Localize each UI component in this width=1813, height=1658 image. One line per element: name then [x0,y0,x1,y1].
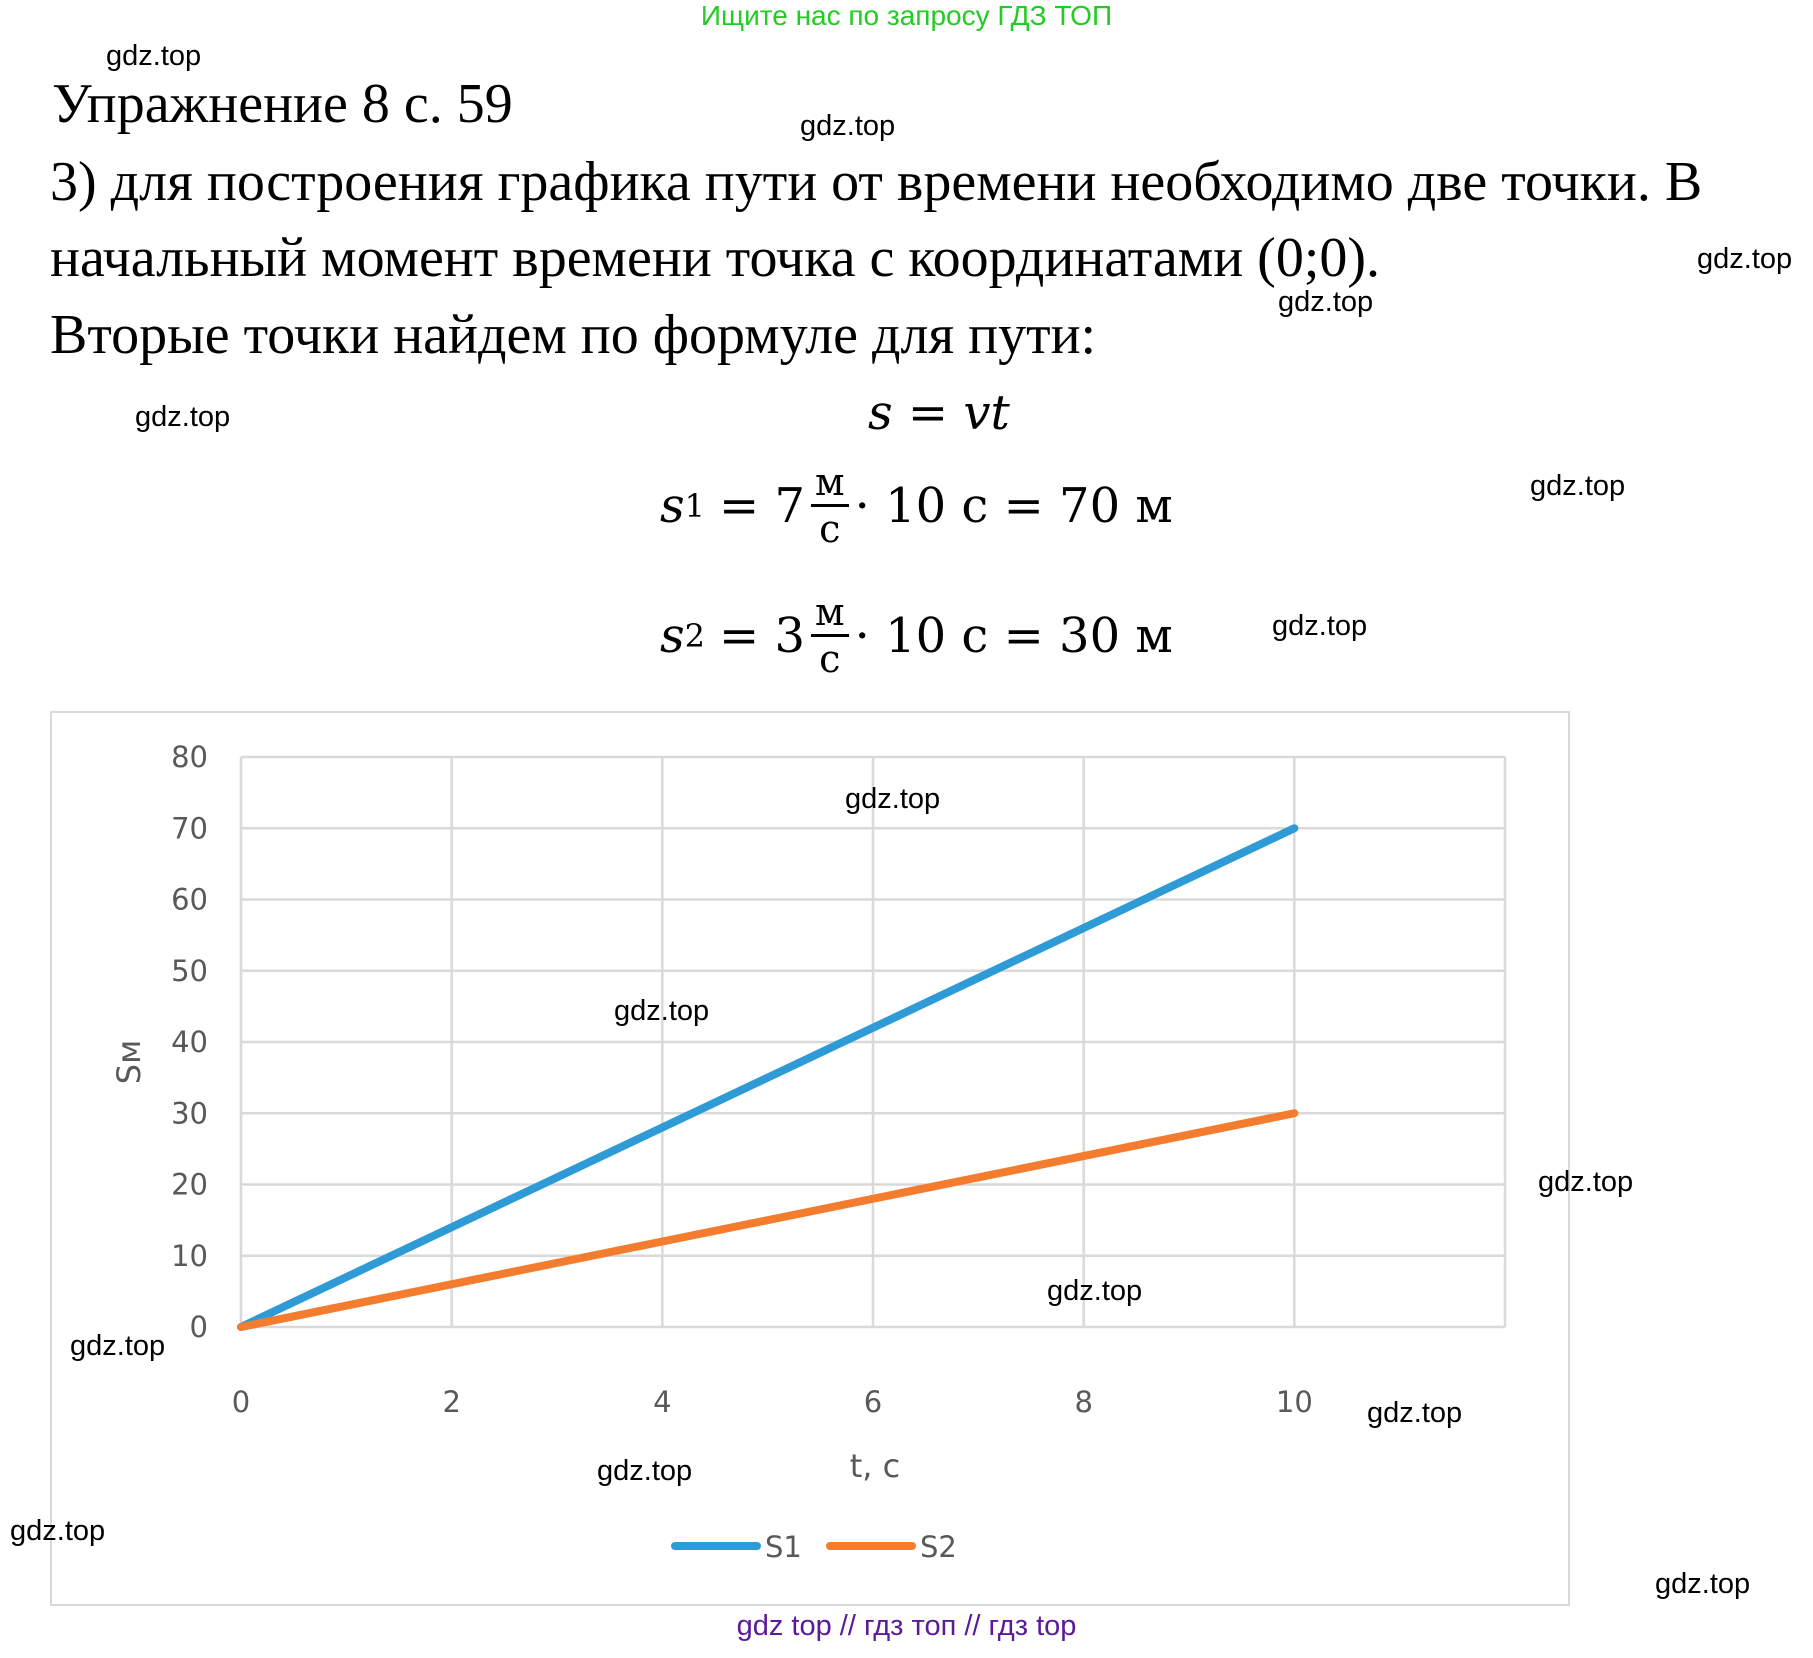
x-axis-label: t, с [849,1447,901,1485]
watermark: gdz.top [1047,1275,1143,1307]
exercise-heading: Упражнение 8 с. 59 [52,73,513,135]
paragraph-line: начальный момент времени точка с координатами (0;0). [50,227,1381,289]
x-tick-label: 0 [231,1385,251,1419]
top-banner: Ищите нас по запросу ГДЗ ТОП [700,0,1113,31]
formula-rest: · 10 с = 30 м [854,607,1173,664]
paragraph-line: Вторые точки найдем по формуле для пути: [50,304,1097,366]
formula-lhs: s [660,477,685,534]
watermark: gdz.top [10,1515,106,1547]
x-tick-label: 10 [1275,1385,1313,1419]
y-tick-label: 40 [171,1025,208,1059]
formula-general: s = vt [868,385,1010,441]
formula-coef: = 7 [719,477,806,534]
watermark: gdz.top [1697,243,1793,275]
legend-label-s2: S2 [920,1530,957,1564]
fraction-num: м [811,460,849,507]
watermark: gdz.top [1272,610,1368,642]
paragraph-line: 3) для построения графика пути от времени необходимо две точки. В [50,151,1703,213]
y-tick-label: 50 [171,953,208,988]
watermark: gdz.top [1655,1568,1751,1600]
watermark: gdz.top [1530,470,1626,502]
watermark: gdz.top [1278,286,1374,318]
y-tick-label: 10 [171,1238,208,1273]
y-tick-label: 60 [171,882,208,917]
formula-sub: 1 [684,486,705,525]
watermark: gdz.top [845,783,941,815]
y-tick-label: 0 [189,1310,208,1344]
x-tick-label: 8 [1074,1385,1093,1419]
y-tick-label: 20 [171,1167,208,1202]
fraction-den: с [819,637,841,681]
y-tick-label: 70 [171,811,208,846]
fraction-den: с [819,507,841,551]
formula-rest: · 10 с = 70 м [854,477,1173,534]
y-tick-label: 80 [171,740,208,774]
y-axis-label: Sм [110,1039,148,1085]
watermark: gdz.top [70,1330,166,1362]
watermark: gdz.top [1538,1166,1634,1198]
watermark: gdz.top [614,995,710,1027]
watermark: gdz.top [1367,1397,1463,1429]
y-tick-label: 30 [171,1096,208,1131]
formula-coef: = 3 [719,607,806,664]
watermark: gdz.top [800,110,896,142]
series-line-s1 [241,828,1294,1327]
legend-label-s1: S1 [765,1530,802,1564]
x-tick-label: 2 [442,1385,461,1419]
formula-sub: 2 [684,616,705,655]
x-tick-label: 4 [653,1385,672,1419]
x-tick-label: 6 [863,1385,883,1419]
bottom-banner: gdz top // гдз топ // гдз top [736,1610,1077,1642]
watermark: gdz.top [597,1455,693,1487]
formula-lhs: s [660,607,685,664]
watermark: gdz.top [106,40,202,72]
fraction-num: м [811,590,849,637]
watermark: gdz.top [135,401,231,433]
